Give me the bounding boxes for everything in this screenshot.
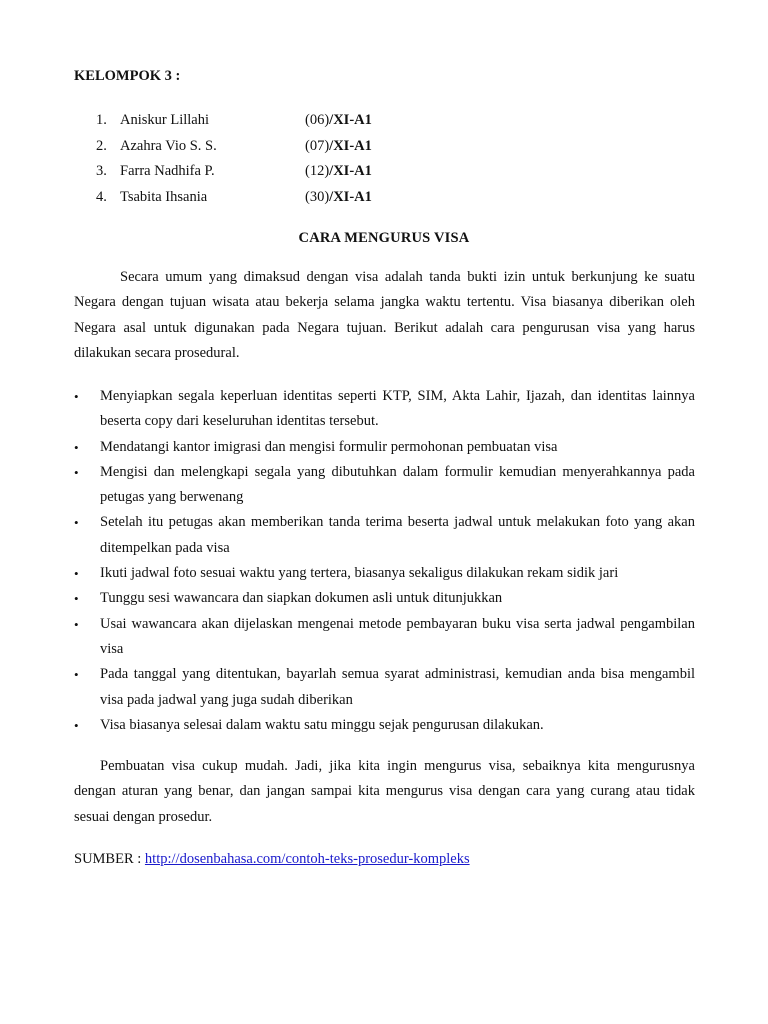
step-text: Setelah itu petugas akan memberikan tanda terima beserta jadwal untuk melakukan foto yang akan ditempelkan pada visa: [100, 514, 695, 556]
member-class: /XI-A1: [329, 163, 372, 179]
member-number: 1.: [96, 112, 107, 128]
procedure-step: [74, 612, 695, 663]
step-text: Pada tanggal yang ditentukan, bayarlah semua syarat administrasi, kemudian anda bisa mengambil visa pada jadwal yang juga sudah diberikan: [100, 666, 695, 708]
bullet-icon: •: [74, 389, 79, 404]
bullet-icon: •: [74, 439, 79, 455]
member-absence-number: (06): [305, 112, 330, 128]
member-class: /XI-A1: [329, 137, 372, 154]
step-text: Mendatangi kantor imigrasi dan mengisi formulir permohonan pembuatan visa: [100, 438, 558, 455]
procedure-step: [74, 435, 695, 460]
step-text: Usai wawancara akan dijelaskan mengenai metode pembayaran buku visa serta jadwal pengambilan visa: [100, 615, 695, 657]
member-name: Tsabita Ihsania: [120, 188, 208, 205]
member-name: Aniskur Lillahi: [120, 112, 210, 128]
intro-paragraph: Secara umum yang dimaksud dengan visa adalah tanda bukti izin untuk berkunjung ke suatu Negara dengan tujuan wisata atau bekerja selama jangka waktu tertentu. Visa biasanya diberikan oleh Negara asal untuk digunakan pada Negara tujuan. Berikut adalah cara pengurusan visa yang harus dilakukan secara prosedural.: [74, 269, 695, 361]
member-class: /XI-A1: [329, 188, 372, 205]
step-text: Tunggu sesi wawancara dan siapkan dokumen asli untuk ditunjukkan: [100, 590, 503, 607]
closing-paragraph: Pembuatan visa cukup mudah. Jadi, jika kita ingin mengurus visa, sebaiknya kita mengurusnya dengan aturan yang benar, dan jangan sampai kita mengurus visa dengan cara yang curang atau tidak sesuai dengan prosedur.: [74, 758, 695, 825]
member-list: [96, 108, 516, 210]
step-text: Ikuti jadwal foto sesuai waktu yang tertera, biasanya sekaligus dilakukan rekam sidik jari: [100, 565, 619, 582]
bullet-icon: •: [74, 667, 79, 683]
member-absence-number: (30): [305, 188, 330, 205]
group-title: KELOMPOK 3 :: [74, 68, 181, 84]
procedure-step: [74, 713, 695, 738]
bullet-icon: •: [74, 566, 79, 582]
member-number: 2.: [96, 137, 107, 154]
bullet-icon: •: [74, 717, 79, 733]
bullet-icon: •: [74, 591, 79, 607]
procedure-steps: [74, 384, 695, 738]
source-link[interactable]: http://dosenbahasa.com/contoh-teks-prosedur-kompleks: [144, 851, 470, 867]
procedure-step: [74, 510, 695, 561]
member-row: [96, 108, 516, 134]
member-class: /XI-A1: [329, 112, 372, 128]
bullet-icon: •: [74, 515, 79, 531]
source-line: [74, 849, 470, 869]
member-number: 4.: [96, 188, 107, 205]
procedure-step: [74, 586, 695, 611]
member-row: [96, 159, 516, 185]
bullet-icon: •: [74, 464, 79, 480]
document-title: CARA MENGURUS VISA: [298, 230, 470, 246]
member-absence-number: (07): [305, 137, 330, 154]
procedure-step: [74, 384, 695, 435]
member-name: Azahra Vio S. S.: [120, 137, 217, 154]
procedure-step: [74, 662, 695, 713]
source-label: SUMBER :: [74, 851, 145, 867]
step-text: Visa biasanya selesai dalam waktu satu minggu sejak pengurusan dilakukan.: [100, 716, 544, 733]
member-row: [96, 134, 516, 160]
member-name: Farra Nadhifa P.: [120, 163, 215, 179]
member-absence-number: (12): [305, 163, 330, 179]
member-number: 3.: [96, 163, 107, 179]
bullet-icon: •: [74, 616, 79, 632]
procedure-step: [74, 561, 695, 586]
procedure-step: [74, 460, 695, 511]
step-text: Menyiapkan segala keperluan identitas seperti KTP, SIM, Akta Lahir, Ijazah, dan identitas lainnya beserta copy dari keseluruhan identitas tersebut.: [100, 388, 695, 430]
step-text: Mengisi dan melengkapi segala yang dibutuhkan dalam formulir kemudian menyerahkannya pada petugas yang berwenang: [100, 463, 695, 506]
member-row: [96, 185, 516, 211]
